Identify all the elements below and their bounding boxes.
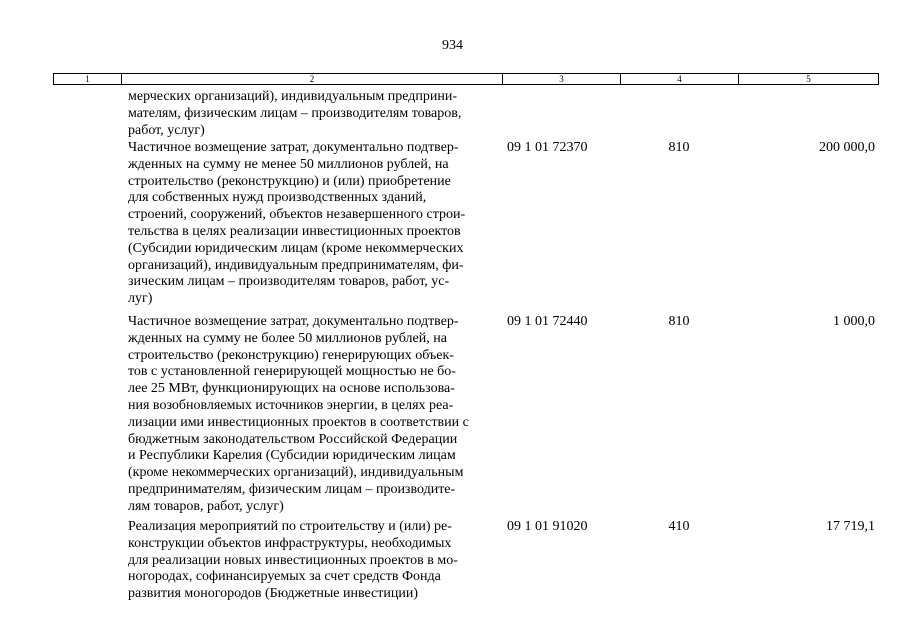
row-expense-type: 410 [668, 519, 690, 534]
header-col-2: 2 [122, 74, 503, 84]
row-amount: 1 000,0 [833, 314, 875, 329]
row-code: 09 1 01 91020 [507, 519, 588, 534]
row-description: Частичное возмещение затрат, документально подтвер- жденных на сумму не более 50 миллионов рублей, на строительство (реконструкцию) генерирующих объек- тов с установленной генерирующей мощностью не бо- лее 25 МВт, функционирующих на основе использова- ния возобновляемых источников энергии, в целях реа- лизации ими инвестиционных проектов в соответствии с бюджетным законодательством Российской Федерации и Республики Карелия (Субсидии юридическим лицам (кроме некоммерческих организаций), индивидуальным предпринимателям, физическим лицам – производите- лям товаров, работ, услуг) [128, 314, 469, 514]
page-number: 934 [442, 38, 463, 53]
header-col-1: 1 [54, 74, 122, 84]
row-code: 09 1 01 72370 [507, 140, 588, 155]
header-col-4: 4 [621, 74, 739, 84]
table-header-row [53, 73, 879, 85]
row-amount: 17 719,1 [826, 519, 875, 534]
row-description: Реализация мероприятий по строительству и (или) ре- конструкции объектов инфраструктуры, необходимых для реализации новых инвестиционных проектов в мо- ногородах, софинансируемых за счет средств Фонда развития моногородов (Бюджетные инвестиции) [128, 519, 458, 602]
row-expense-type: 810 [668, 314, 690, 329]
row-description: мерческих организаций), индивидуальным предприни- мателям, физическим лицам – производителям товаров, работ, услуг) [128, 89, 462, 138]
row-code: 09 1 01 72440 [507, 314, 588, 329]
row-amount: 200 000,0 [819, 140, 875, 155]
header-col-5: 5 [806, 74, 811, 84]
row-expense-type: 810 [668, 140, 690, 155]
row-description: Частичное возмещение затрат, документально подтвер- жденных на сумму не менее 50 миллионов рублей, на строительство (реконструкцию) и (или) приобретение для собственных нужд производственных зданий, строений, сооружений, объектов незавершенного строи- тельства в целях реализации инвестиционных проектов (Субсидии юридическим лицам (кроме некоммерческих организаций), индивидуальным предпринимателям, фи- зическим лицам – производителям товаров, работ, ус- луг) [128, 140, 466, 307]
header-col-3: 3 [503, 74, 621, 84]
